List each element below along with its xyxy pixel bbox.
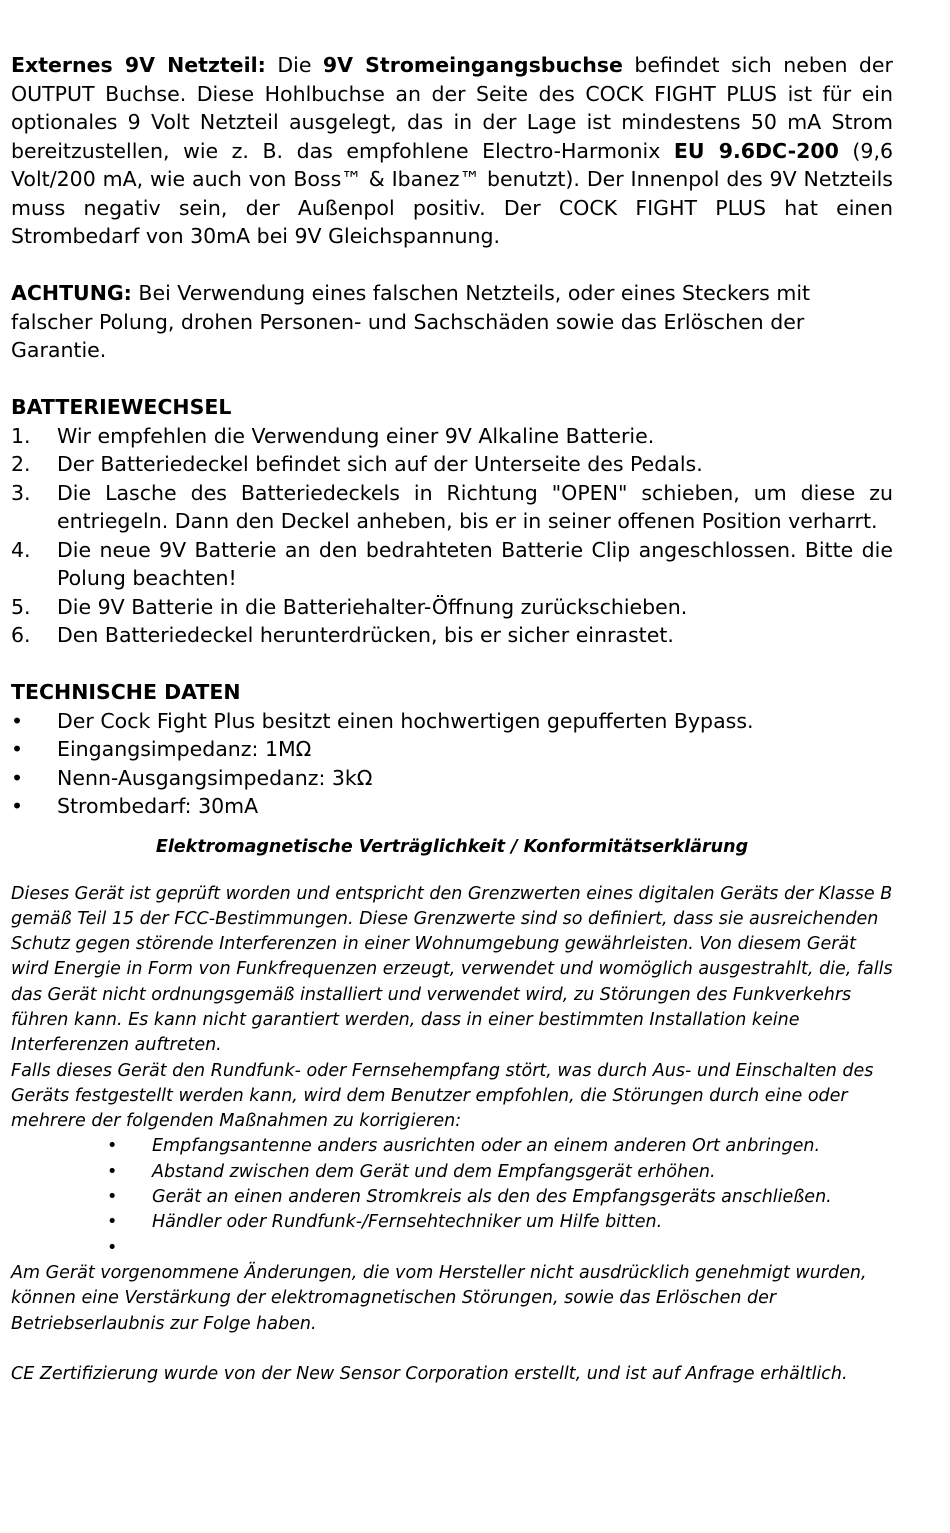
bullet-icon: • (11, 737, 24, 761)
specs-heading: TECHNISCHE DATEN (11, 680, 241, 704)
emc-title: Elektromagnetische Verträglichkeit / Konformitätserklärung (155, 836, 749, 857)
list-item: 6. Den Batteriedeckel herunterdrücken, bis er sicher einrastet. (11, 621, 893, 650)
power-supply-label: Externes 9V Netzteil: (11, 53, 266, 77)
bullet-icon: • (11, 708, 24, 733)
step-number: 6. (11, 623, 31, 647)
list-item: 2. Der Batteriedeckel befindet sich auf der Unterseite des Pedals. (11, 450, 893, 479)
list-item: • Der Cock Fight Plus besitzt einen hochwertigen gepufferten Bypass. (11, 707, 893, 736)
step-number: 3. (11, 480, 31, 505)
list-item: • Abstand zwischen dem Gerät und dem Empfangsgerät erhöhen. (11, 1160, 893, 1185)
bullet-icon: • (107, 1187, 118, 1208)
ce-certification-note: CE Zertifizierung wurde von der New Sensor Corporation erstellt, und ist auf Anfrage erhältlich. (11, 1363, 848, 1384)
list-item: 5. Die 9V Batterie in die Batteriehalter-Öffnung zurückschieben. (11, 593, 893, 622)
list-item: • Händler oder Rundfunk-/Fernsehtechniker um Hilfe bitten. (11, 1210, 893, 1235)
list-item: • Strombedarf: 30mA (11, 792, 893, 821)
list-item: 1. Wir empfehlen die Verwendung einer 9V Alkaline Batterie. (11, 422, 893, 451)
list-item: • Empfangsantenne anders ausrichten oder an einem anderen Ort anbringen. (11, 1134, 893, 1159)
list-item: • Nenn-Ausgangsimpedanz: 3kΩ (11, 764, 893, 793)
step-number: 1. (11, 423, 31, 448)
bullet-icon: • (107, 1161, 118, 1182)
bullet-icon: • (107, 1237, 118, 1258)
warning-label: ACHTUNG: (11, 281, 132, 305)
list-item: • Gerät an einen anderen Stromkreis als den des Empfangsgeräts anschließen. (11, 1185, 893, 1210)
list-item: 3. Die Lasche des Batteriedeckels in Richtung "OPEN" schieben, um diese zu entriegeln. Dann den Deckel anheben, bis er in seiner offenen Position verharrt. (11, 480, 893, 533)
spacer (11, 650, 893, 679)
bullet-icon: • (11, 794, 24, 818)
step-number: 2. (11, 452, 31, 476)
spacer (11, 251, 893, 280)
adapter-model: EU 9.6DC-200 (673, 138, 839, 163)
emc-measures-list (11, 1134, 893, 1260)
warning-paragraph: ACHTUNG: Bei Verwendung eines falschen Netzteils, oder eines Steckers mit falscher Polung, drohen Personen- und Sachschäden sowie das Erlöschen der Garantie. (11, 281, 811, 362)
bullet-icon: • (107, 1212, 118, 1233)
power-jack-term: 9V Stromeingangsbuchse (322, 53, 623, 77)
spacer (11, 1337, 893, 1362)
battery-steps-list (11, 422, 893, 650)
emc-paragraph-2: Falls dieses Gerät den Rundfunk- oder Fernsehempfang stört, was durch Aus- und Einschalten des Geräts festgestellt werden kann, wird dem Benutzer empfohlen, die Störungen durch eine oder mehrere der folgenden Maßnahmen zu korrigieren: (11, 1060, 874, 1132)
bullet-icon: • (11, 765, 24, 790)
list-item: • Eingangsimpedanz: 1MΩ (11, 735, 893, 764)
power-supply-paragraph: Externes 9V Netzteil: Die 9V Stromeingangsbuchse befindet sich neben der OUTPUT Buchse. Diese Hohlbuchse an der Seite des COCK FIGHT PLUS ist für ein optionales 9 Volt Netzteil ausgelegt, das in der Lage ist mindestens 50 mA Strom bereitzustellen, wie z. B. das empfohlene Electro-Harmonix EU 9.6DC-200 (9,6 Volt/200 mA, wie auch von Boss™ & Ibanez™ benutzt). Der Innenpol des 9V Netzteils muss negativ sein, der Außenpol positiv. Der COCK FIGHT PLUS hat einen Strombedarf von 30mA bei 9V Gleichspannung. (11, 53, 893, 248)
step-number: 4. (11, 537, 31, 562)
bullet-icon: • (107, 1136, 118, 1157)
emc-paragraph-1: Dieses Gerät ist geprüft worden und entspricht den Grenzwerten eines digitalen Geräts der Klasse B gemäß Teil 15 der FCC-Bestimmungen. Diese Grenzwerte sind so definiert, dass sie ausreichenden Schutz gegen störende Interferenzen in einer Wohnumgebung gewährleisten. Von diesem Gerät wird Energie in Form von Funkfrequenzen erzeugt, verwendet und womöglich ausgestrahlt, die, falls das Gerät nicht ordnungsgemäß installiert und verwendet wird, zu Störungen des Funkverkehrs führen kann. Es kann nicht garantiert werden, dass in einer bestimmten Installation keine Interferenzen auftreten. (11, 883, 893, 1056)
manual-page (11, 51, 893, 1387)
battery-heading: BATTERIEWECHSEL (11, 395, 232, 419)
list-item (11, 1236, 893, 1261)
spacer (11, 365, 893, 394)
specs-list (11, 707, 893, 821)
step-number: 5. (11, 594, 31, 619)
list-item: 4. Die neue 9V Batterie an den bedrahteten Batterie Clip angeschlossen. Bitte die Polung beachten! (11, 537, 893, 590)
emc-paragraph-3: Am Gerät vorgenommene Änderungen, die vom Hersteller nicht ausdrücklich genehmigt wurden, können eine Verstärkung der elektromagnetischen Störungen, sowie das Erlöschen der Betriebserlaubnis zur Folge haben. (11, 1262, 867, 1334)
